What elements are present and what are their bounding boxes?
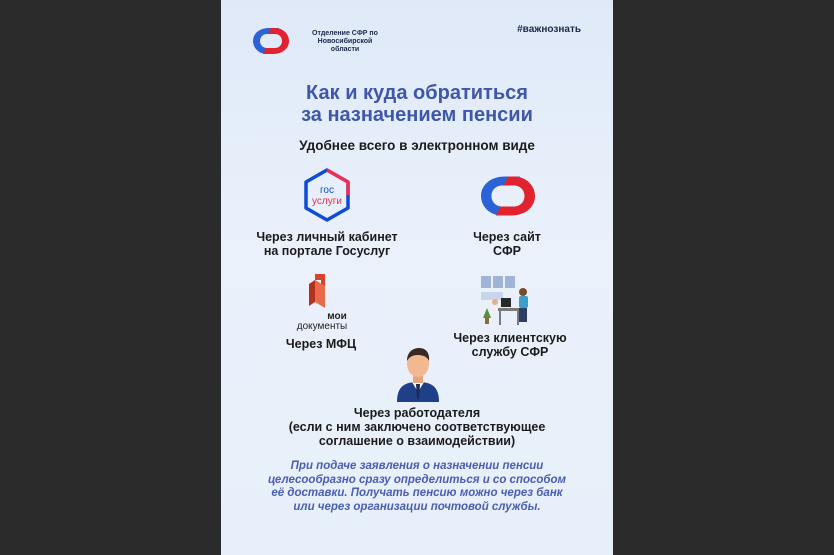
org-name: Отделение СФР по Новосибирской области [312, 30, 378, 53]
sfr-site-caption: Через сайт СФР [473, 230, 541, 258]
mfc-logo-text-bottom: документы [296, 321, 348, 332]
client-service-office-icon [477, 274, 541, 328]
sfr-logo-icon [249, 24, 293, 58]
gosuslugi-logo-text-bottom: услуги [312, 196, 342, 207]
delivery-note: При подаче заявления о назначении пенсии целесообразно сразу определиться и со способом её доставки. Получать пенсию можно через банк или через организации почтовой службы. [267, 460, 567, 513]
employer-person-icon [395, 344, 441, 402]
title-line-2: за назначением пенсии [301, 104, 533, 126]
page-title [221, 82, 613, 126]
sfr-site-logo-icon [475, 170, 541, 222]
mfc-logo-text-top: мои [327, 311, 347, 322]
mfc-caption: Через МФЦ [285, 337, 357, 351]
moi-dokumenty-logo-icon [285, 272, 357, 332]
subtitle: Удобнее всего в электронном виде [299, 138, 535, 153]
gosuslugi-logo-icon [299, 167, 355, 223]
client-service-caption: Через клиентскую службу СФР [453, 331, 567, 359]
gosuslugi-logo-text-top: гос [320, 185, 334, 196]
info-poster [221, 0, 613, 555]
title-line-1: Как и куда обратиться [306, 82, 528, 104]
gosuslugi-caption: Через личный кабинет на портале Госуслуг [256, 230, 398, 258]
employer-caption: Через работодателя (если с ним заключено соответствующее соглашение о взаимодействии) [288, 406, 546, 448]
hashtag: #важнознать [517, 24, 581, 35]
